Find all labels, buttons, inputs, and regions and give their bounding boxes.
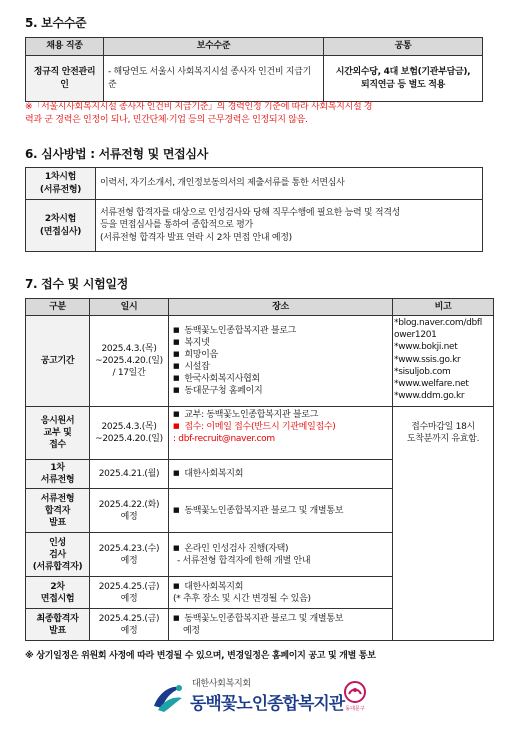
pay-table <box>25 37 483 102</box>
row-label-application: 응시원서 교부 및 접수 <box>26 407 90 460</box>
schedule-header-note: 비고 <box>393 299 494 316</box>
screening-stage-1: 1차시험 (서류전형) <box>26 168 96 200</box>
district-seal-icon <box>343 680 367 704</box>
section-5-heading: 5. 보수수준 <box>25 16 87 30</box>
row-date-final-result: 2025.4.25.(금) 예정 <box>90 609 169 641</box>
list-item: ■ 동백꽃노인종합복지관 블로그 <box>173 325 388 337</box>
list-item: ■ 희망이음 <box>173 349 388 361</box>
row-place-interview: ■ 대한사회복지회 (* 추후 장소 및 시간 변경될 수 있음) <box>169 577 393 609</box>
row-note-application: 접수마감일 18시 도착분까지 유효함. <box>393 407 494 460</box>
row-label-doc-result: 서류전형 합격자 발표 <box>26 489 90 533</box>
district-caption: 동대문구 <box>345 706 365 712</box>
footer-org-small: 대한사회복지회 <box>192 679 251 689</box>
screening-stage-2-desc: 서류전형 합격자를 대상으로 인성검사와 당해 직무수행에 필요한 능력 및 적격성 등을 면접심사를 통하여 종합적으로 평가 (서류전형 합격자 발표 연락 시 2차 면접 안내 예정) <box>96 200 483 252</box>
row-place-personality-test: ■ 온라인 인성검사 진행(자택) - 서류전형 합격자에 한해 개별 안내 <box>169 533 393 577</box>
list-item: ■ 온라인 인성검사 진행(자택) <box>173 543 388 555</box>
row-label-interview: 2차 면접시험 <box>26 577 90 609</box>
screening-table <box>25 167 483 252</box>
section-6-heading: 6. 심사방법 : 서류전형 및 면접심사 <box>25 147 208 161</box>
pay-header-pay: 보수수준 <box>104 38 324 56</box>
pay-level-cell: - 해당연도 서울시 사회복지시설 종사자 인건비 지급기준 <box>104 56 324 102</box>
row-date-first-exam: 2025.4.21.(월) <box>90 460 169 489</box>
pay-job-cell: 정규직 안전관리인 <box>26 56 104 102</box>
schedule-header-date: 일시 <box>90 299 169 316</box>
screening-stage-2: 2차시험 (면접심사) <box>26 200 96 252</box>
row-label-announcement: 공고기간 <box>26 316 90 407</box>
list-item: ■ 동백꽃노인종합복지관 블로그 및 개별통보 <box>173 505 388 517</box>
footer-org-name: 동백꽃노인종합복지관 <box>190 694 345 714</box>
row-label-personality-test: 인성 검사 (서류합격자) <box>26 533 90 577</box>
district-seal <box>342 680 368 718</box>
schedule-header-place: 장소 <box>169 299 393 316</box>
row-date-announcement: 2025.4.3.(목) ~2025.4.20.(일) / 17일간 <box>90 316 169 407</box>
row-date-doc-result: 2025.4.22.(화) 예정 <box>90 489 169 533</box>
row-note-announcement: *blog.naver.com/dbfl ower1201 *www.bokji.net *www.ssis.go.kr *sisuljob.com *www.welfare.net *www.ddm.go.kr <box>393 316 494 407</box>
table-row <box>26 460 494 489</box>
row-place-final-result: ■ 동백꽃노인종합복지관 블로그 및 개별통보 예정 <box>169 609 393 641</box>
row-label-final-result: 최종합격자 발표 <box>26 609 90 641</box>
pay-note: ※「서울시사회복지시설 종사자 인건비 지급기준」의 경력인정 기준에 따라 사회복지시설 경 력과 군 경력은 인정이 되나, 민간단체·기업 등의 근무경력은 인정되지 않음. <box>25 102 373 126</box>
list-item: ■ 시설잡 <box>173 361 388 373</box>
pay-header-common: 공통 <box>324 38 483 56</box>
list-item: ■ 대한사회복지회 <box>173 468 388 480</box>
pay-common-cell: 시간외수당, 4대 보험(기관부담금), 퇴직연금 등 별도 적용 <box>324 56 483 102</box>
list-item: ■ 대한사회복지회 <box>173 581 388 593</box>
list-item: ■ 동대문구청 홈페이지 <box>173 385 388 397</box>
row-place-application <box>169 407 393 460</box>
list-item: ■ 복지넷 <box>173 337 388 349</box>
schedule-footnote: ※ 상기일정은 위원회 사정에 따라 변경될 수 있으며, 변경일정은 홈페이지 공고 및 개별 통보 <box>25 651 376 661</box>
pay-header-job: 채용 직종 <box>26 38 104 56</box>
list-item: ■ 접수: 이메일 접수(반드시 기관메일접수) <box>173 421 388 433</box>
schedule-header-category: 구분 <box>26 299 90 316</box>
section-7-heading: 7. 접수 및 시험일정 <box>25 277 128 291</box>
row-place-doc-result <box>169 489 393 533</box>
schedule-table <box>25 298 494 641</box>
row-note-empty <box>393 460 494 641</box>
row-label-first-exam: 1차 서류전형 <box>26 460 90 489</box>
row-date-personality-test: 2025.4.23.(수) 예정 <box>90 533 169 577</box>
list-item: ■ 동백꽃노인종합복지관 블로그 및 개별통보 <box>173 613 388 625</box>
table-row <box>26 316 494 407</box>
row-date-interview: 2025.4.25.(금) 예정 <box>90 577 169 609</box>
row-date-application: 2025.4.3.(목) ~2025.4.20.(일) <box>90 407 169 460</box>
table-row <box>26 407 494 460</box>
list-item: ■ 한국사회복지사협회 <box>173 373 388 385</box>
flower-logo-icon <box>150 680 186 716</box>
row-place-first-exam <box>169 460 393 489</box>
screening-stage-1-desc: 이력서, 자기소개서, 개인정보동의서의 제출서류를 통한 서면심사 <box>96 168 483 200</box>
row-place-announcement <box>169 316 393 407</box>
application-email: : dbf-recruit@naver.com <box>173 434 275 445</box>
list-item: ■ 교부: 동백꽃노인종합복지관 블로그 <box>173 409 388 421</box>
